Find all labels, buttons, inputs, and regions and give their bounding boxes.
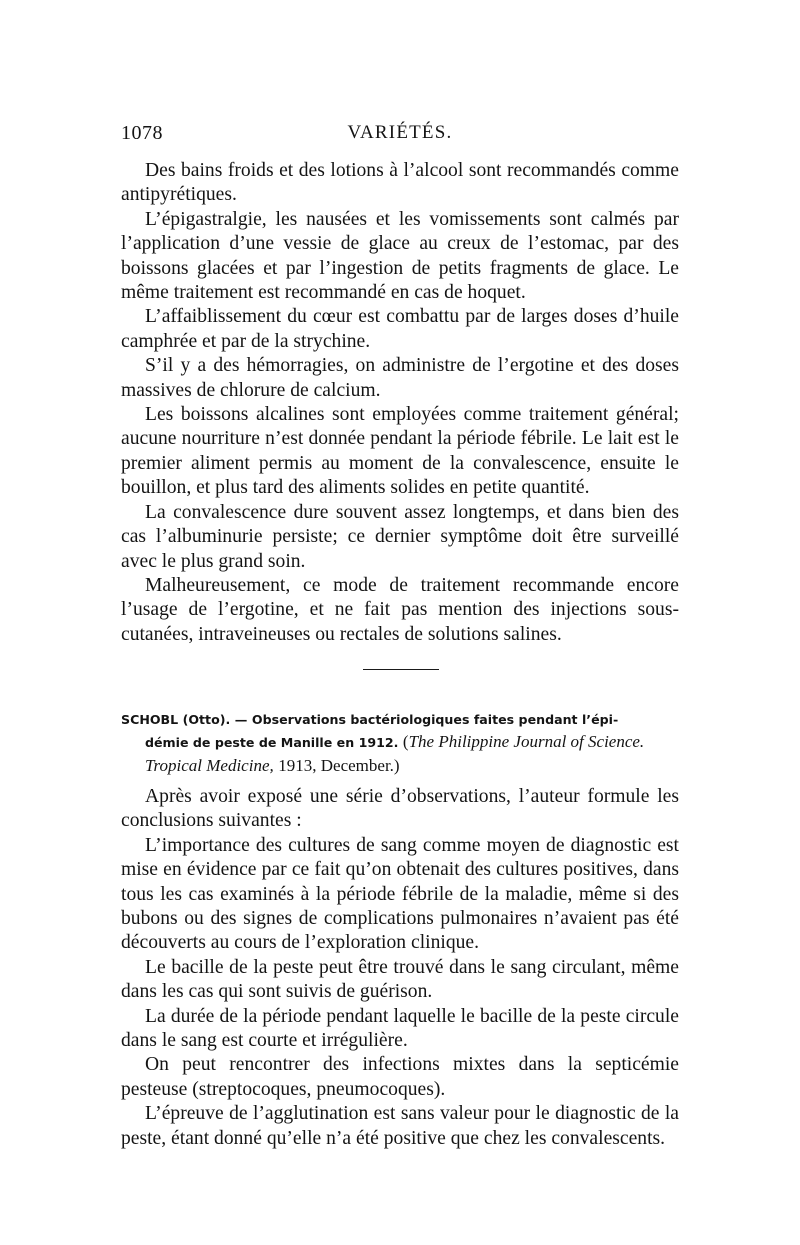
treatment-section [121,159,679,647]
paragraph: S’il y a des hémorragies, on administre de l’ergotine et des doses massives de chlorure de calcium. [121,355,679,401]
paragraph: L’affaiblissement du cœur est combattu par de larges doses d’huile camphrée et par de la strychine. [121,306,679,352]
paragraph: On peut rencontrer des infections mixtes dans la septicémie pesteuse (streptocoques, pneumocoques). [121,1054,679,1100]
paragraph: Le bacille de la peste peut être trouvé dans le sang circulant, même dans les cas qui sont suivis de guérison. [121,956,679,1003]
citation-journal: The Philippine Journal of Science. [408,732,645,752]
paragraph: Des bains froids et des lotions à l’alcool sont recommandés comme antipyrétiques. [121,160,679,206]
bibliographic-citation [121,709,679,778]
citation-open-paren: ( [402,732,409,752]
paragraph: Malheureusement, ce mode de traitement recommande encore l’usage de l’ergotine, et ne fait pas mention des injections sous-cutanées, intraveineuses ou rectales de solutions salines. [121,574,679,645]
paragraph: La durée de la période pendant laquelle le bacille de la peste circule dans le sang est courte et irrégulière. [121,1005,679,1052]
citation-line-2 [121,731,679,754]
citation-title-continued: démie de peste de Manille en 1912. [145,735,399,751]
citation-dash: — [234,712,248,727]
citation-title: Observations bactériologiques faites pendant l’épi- [251,712,619,727]
citation-journal-section: Tropical Medicine, [145,755,274,775]
page-number: 1078 [121,122,163,144]
section-divider [363,669,439,670]
citation-line-1 [121,709,679,731]
citation-line-3 [121,755,679,778]
running-title: VARIÉTÉS. [347,122,453,143]
paragraph: L’importance des cultures de sang comme moyen de diagnostic est mise en évidence par ce fait qu’on obtenait des cultures positives, dans tous les cas examinés à la période fébrile de la maladie, même si des bubons ou des signes de complications pulmonaires n’avaient pas été découverts au cours de l’exploration clinique. [121,834,679,954]
paragraph: L’épreuve de l’agglutination est sans valeur pour le diagnostic de la peste, étant donné qu’elle n’a été positive que chez les convalescents. [121,1103,679,1149]
paragraph: Les boissons alcalines sont employées comme traitement général; aucune nourriture n’est donnée pendant la période fébrile. Le lait est le premier aliment permis au moment de la convalescence, ensuite le bouillon, et plus tard des aliments solides en petite quantité. [121,404,679,499]
paragraph: Après avoir exposé une série d’observations, l’auteur formule les conclusions suivantes : [121,786,679,832]
citation-author: SCHOBL (Otto). [121,712,231,727]
page-header [121,122,679,152]
paragraph: La convalescence dure souvent assez longtemps, et dans bien des cas l’albuminurie persiste; ce dernier symptôme doit être surveillé avec le plus grand soin. [121,501,679,572]
paragraph: L’épigastralgie, les nausées et les vomissements sont calmés par l’application d’une vessie de glace au creux de l’estomac, par des boissons glacées et par l’ingestion de petits fragments de glace. Le même traitement est recommandé en cas de hoquet. [121,208,679,304]
citation-date: 1913, December.) [278,755,400,775]
conclusions-section [121,785,679,1151]
